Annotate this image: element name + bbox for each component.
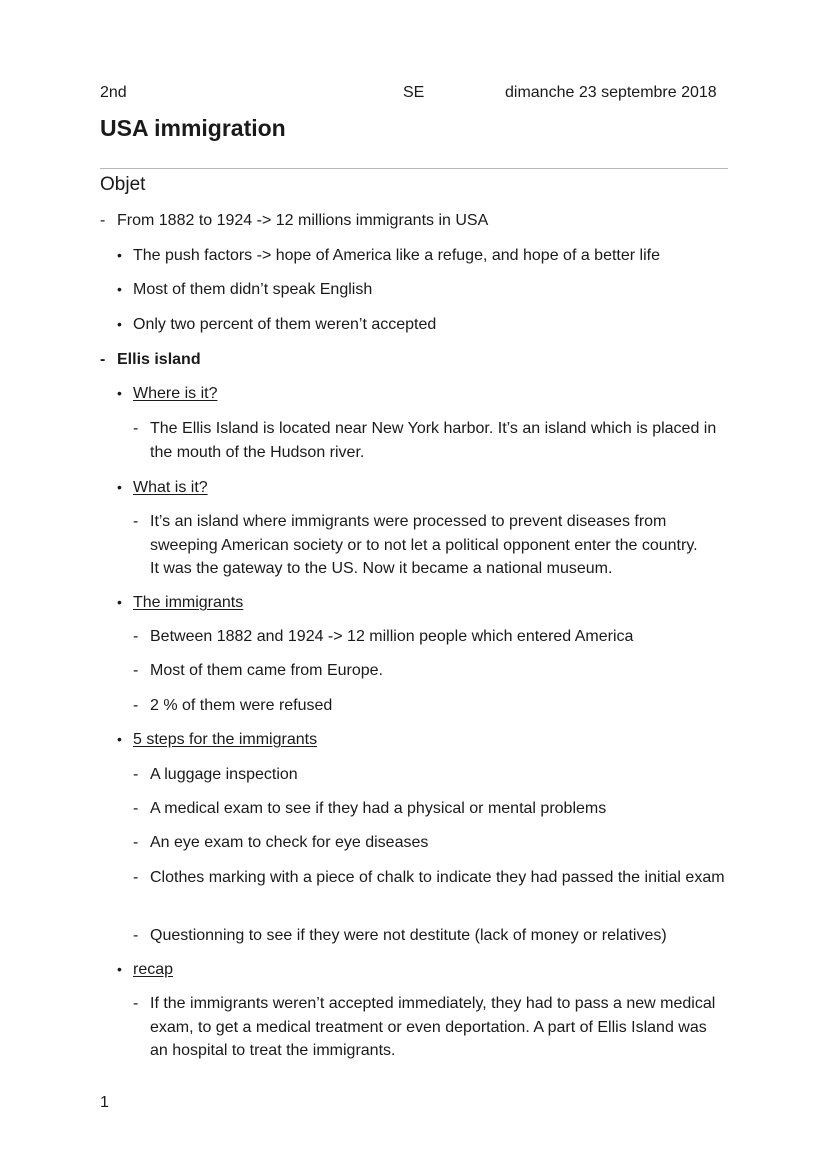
- list-item-text: Only two percent of them weren’t accepted: [133, 316, 437, 333]
- list-item-text: The Ellis Island is located near New York harbor. It’s an island which is placed in the mouth of the Hudson river.: [150, 420, 717, 461]
- bullet-marker: •: [117, 961, 122, 977]
- list-item: [133, 763, 728, 787]
- dash-marker: -: [133, 927, 139, 944]
- list-item-text: An eye exam to check for eye diseases: [150, 834, 429, 851]
- list-item: [133, 625, 728, 649]
- dash-marker: -: [133, 800, 139, 817]
- list-item-text: Questionning to see if they were not destitute (lack of money or relatives): [150, 927, 667, 944]
- dash-marker: -: [133, 869, 139, 886]
- subheading: The immigrants: [133, 594, 244, 611]
- list-item: [117, 728, 727, 752]
- list-item: [133, 866, 725, 890]
- list-item: [133, 417, 735, 464]
- list-item: [133, 659, 728, 683]
- list-item-text: Most of them didn’t speak English: [133, 281, 373, 298]
- list-item: [133, 831, 728, 855]
- list-item-heading: Ellis island: [117, 351, 201, 368]
- bullet-marker: •: [117, 479, 122, 495]
- list-item: [133, 992, 725, 1063]
- page-number: 1: [100, 1094, 109, 1111]
- list-item: [117, 958, 727, 982]
- list-item-text: The push factors -> hope of America like a refuge, and hope of a better life: [133, 247, 660, 264]
- bullet-marker: •: [117, 247, 122, 263]
- list-item: [133, 924, 728, 948]
- list-item-text: A luggage inspection: [150, 766, 298, 783]
- bullet-marker: •: [117, 281, 122, 297]
- list-item: [133, 797, 728, 821]
- bullet-marker: •: [117, 385, 122, 401]
- list-item: [100, 348, 727, 372]
- dash-marker: -: [133, 628, 139, 645]
- list-item: [117, 382, 727, 406]
- dash-marker: -: [100, 351, 106, 368]
- list-item-text: 2 % of them were refused: [150, 697, 333, 714]
- subheading: Where is it?: [133, 385, 218, 402]
- bullet-marker: •: [117, 731, 122, 747]
- dash-marker: -: [133, 766, 139, 783]
- list-item: [117, 591, 727, 615]
- header-date: dimanche 23 septembre 2018: [505, 84, 717, 101]
- list-item-text: Most of them came from Europe.: [150, 662, 383, 679]
- list-item: [117, 313, 727, 337]
- list-item: [133, 694, 728, 718]
- subheading: 5 steps for the immigrants: [133, 731, 318, 748]
- list-item-text: A medical exam to see if they had a physical or mental problems: [150, 800, 607, 817]
- dash-marker: -: [133, 662, 139, 679]
- bullet-marker: •: [117, 594, 122, 610]
- divider: [100, 168, 728, 169]
- list-item-text: Between 1882 and 1924 -> 12 million people which entered America: [150, 628, 634, 645]
- subheading: What is it?: [133, 479, 208, 496]
- list-item: [117, 278, 727, 302]
- subheading: recap: [133, 961, 174, 978]
- dash-marker: -: [133, 420, 139, 437]
- page-title: USA immigration: [100, 115, 286, 141]
- dash-marker: -: [100, 212, 106, 229]
- list-item: [117, 244, 727, 268]
- list-item: [100, 209, 727, 233]
- dash-marker: -: [133, 513, 139, 530]
- list-item: [133, 510, 710, 581]
- list-item-text: Clothes marking with a piece of chalk to indicate they had passed the initial exam: [150, 869, 725, 886]
- list-item-text: It’s an island where immigrants were processed to prevent diseases from sweeping American society or to not let a political opponent enter the country. It was the gateway to the US. Now it became a national museum.: [150, 513, 698, 577]
- list-item-text: If the immigrants weren’t accepted immediately, they had to pass a new medical exam, to get a medical treatment or even deportation. A part of Ellis Island was an hospital to treat the immigrants.: [150, 995, 716, 1059]
- bullet-marker: •: [117, 316, 122, 332]
- header-class: 2nd: [100, 84, 127, 101]
- list-item: [117, 476, 727, 500]
- dash-marker: -: [133, 834, 139, 851]
- section-heading: Objet: [100, 174, 146, 195]
- dash-marker: -: [133, 995, 139, 1012]
- list-item-text: From 1882 to 1924 -> 12 millions immigrants in USA: [117, 212, 489, 229]
- header-subject: SE: [403, 84, 425, 101]
- dash-marker: -: [133, 697, 139, 714]
